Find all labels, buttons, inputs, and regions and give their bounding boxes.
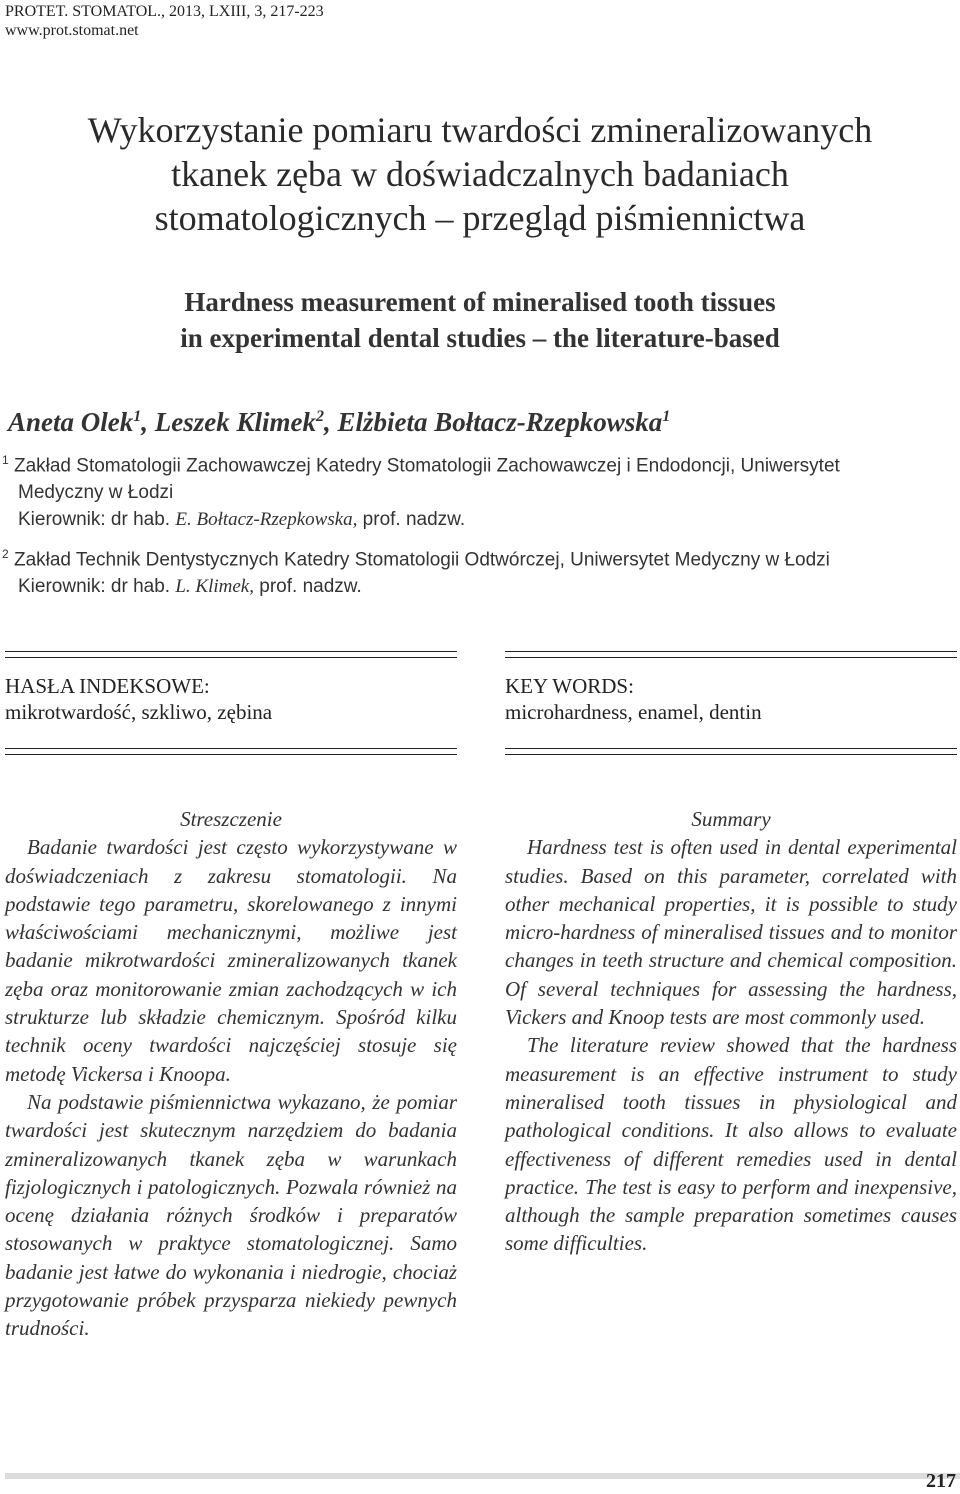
affiliation-2-head: Kierownik: dr hab. L. Klimek, prof. nadzw.	[18, 576, 362, 598]
affiliation-2-head-name: L. Klimek,	[175, 576, 254, 598]
title-english-line2: in experimental dental studies – the literature-based	[180, 323, 780, 353]
keywords-english-box	[505, 651, 957, 755]
journal-reference	[5, 2, 324, 40]
abstract-polish-heading: Streszczenie	[180, 807, 282, 831]
keywords-polish-text: mikrotwardość, szkliwo, zębina	[5, 700, 273, 724]
journal-citation: PROTET. STOMATOL., 2013, LXIII, 3, 217-223	[5, 3, 324, 20]
footer-rule	[5, 1473, 960, 1479]
author-klimek-affil: 2	[315, 408, 324, 425]
keywords-english-top-rule	[505, 651, 957, 658]
keywords-polish-bottom-rule	[5, 748, 457, 755]
title-polish-line2: tkanek zęba w doświadczalnych badaniach	[171, 154, 789, 194]
abstract-polish	[5, 805, 457, 1343]
abstract-english-paragraph-1: Hardness test is often used in dental experimental studies. Based on this parameter, correlated with other mechanical properties, it is possible to study micro-hardness of mineralised tissues and to monitor changes in teeth structure and chemical composition. Of several techniques for assessing the hardness, Vickers and Knoop tests are most commonly used.	[505, 835, 957, 1030]
author-klimek: , Leszek Klimek	[141, 407, 316, 437]
keywords-polish-heading: HASŁA INDEKSOWE:	[5, 674, 210, 698]
affiliation-1-head-name: E. Bołtacz-Rzepkowska,	[175, 509, 358, 531]
affiliation-1-number: 1	[2, 453, 9, 467]
affiliation-2	[2, 541, 830, 600]
journal-url: www.prot.stomat.net	[5, 22, 139, 39]
author-olek: Aneta Olek	[8, 407, 134, 437]
title-english	[0, 284, 960, 356]
affiliation-1-line1: Zakład Stomatologii Zachowawczej Katedry Stomatologii Zachowawczej i Endodoncji, Uniwersytet	[8, 455, 840, 477]
author-list	[8, 400, 670, 439]
author-boltacz: , Elżbieta Bołtacz-Rzepkowska	[323, 407, 663, 437]
keywords-english-heading: KEY WORDS:	[505, 674, 634, 698]
keywords-english-bottom-rule	[505, 748, 957, 755]
abstract-english-paragraph-2: The literature review showed that the hardness measurement is an effective instrument to study mineralised tooth tissues in physiological and pathological conditions. It also allows to evaluate effectiveness of different remedies used in dental practice. The test is easy to perform and inexpensive, although the sample preparation sometimes causes some difficulties.	[505, 1033, 957, 1256]
title-polish-line3: stomatologicznych – przegląd piśmiennictwa	[154, 198, 806, 238]
page-number: 217	[926, 1470, 956, 1492]
affiliation-1-head: Kierownik: dr hab. E. Bołtacz-Rzepkowska, prof. nadzw.	[18, 509, 466, 531]
affiliation-1	[2, 447, 840, 533]
title-polish	[0, 108, 960, 240]
affiliation-2-line1: Zakład Technik Dentystycznych Katedry Stomatologii Odtwórczej, Uniwersytet Medyczny w Łodzi	[8, 549, 830, 571]
abstract-polish-paragraph-2: Na podstawie piśmiennictwa wykazano, że pomiar twardości jest skutecznym narzędziem do badania zmineralizowanych tkanek zęba w warunkach fizjologicznych i patologicznych. Pozwala również na ocenę działania różnych środków i preparatów stosowanych w praktyce stomatologicznej. Samo badanie jest łatwe do wykonania i niedrogie, chociaż przygotowanie próbek przysparza niekiedy pewnych trudności.	[5, 1089, 457, 1341]
abstract-english	[505, 805, 957, 1258]
author-boltacz-affil: 1	[662, 408, 671, 425]
affiliation-2-number: 2	[2, 547, 9, 561]
keywords-english-text: microhardness, enamel, dentin	[505, 700, 762, 724]
title-english-line1: Hardness measurement of mineralised tooth tissues	[184, 287, 776, 317]
affiliation-1-line2: Medyczny w Łodzi	[18, 482, 174, 504]
abstract-polish-paragraph-1: Badanie twardości jest często wykorzystywane w doświadczeniach z zakresu stomatologii. Na podstawie tego parametru, skorelowanego z innymi właściwościami mechanicznymi, możliwe jest badanie mikrotwardości zmineralizowanych tkanek zęba oraz monitorowanie zmian zachodzących w ich strukturze lub składzie chemicznym. Spośród kilku technik oceny twardości najczęściej stosuje się metodę Vickersa i Knoopa.	[5, 835, 457, 1086]
abstract-english-heading: Summary	[691, 807, 771, 831]
keywords-polish-box	[5, 651, 457, 755]
author-olek-affil: 1	[133, 408, 142, 425]
keywords-polish-top-rule	[5, 651, 457, 658]
title-polish-line1: Wykorzystanie pomiaru twardości zmineralizowanych	[87, 110, 873, 150]
